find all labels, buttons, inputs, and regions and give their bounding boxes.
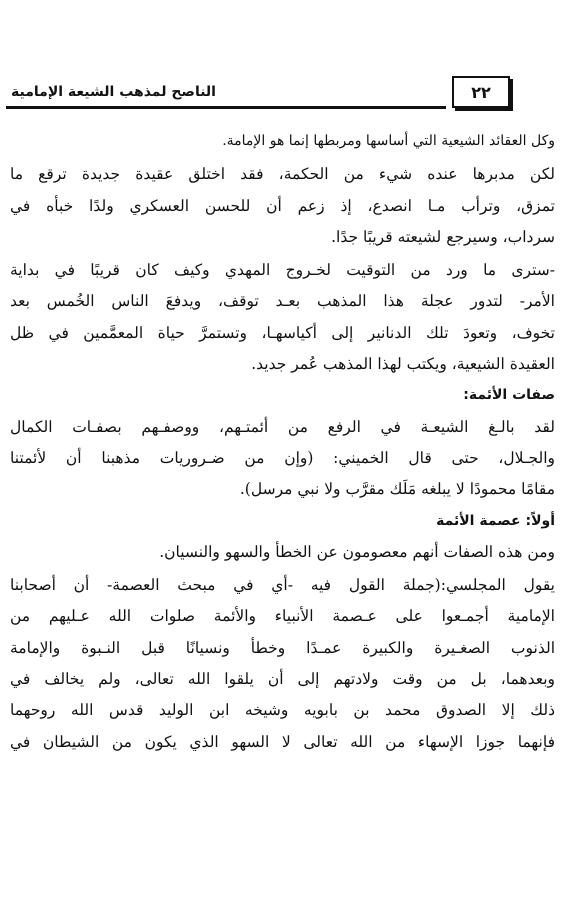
- text-line: سرداب، وسيرجع لشيعته قريبًا جدًا.: [331, 227, 555, 246]
- text-line: فإنهما جوزا الإسهاء من الله تعالى لا السهو الذي يكون من الشيطان في: [10, 732, 555, 751]
- text-line: ومن هذه الصفات أنهم معصومون عن الخطأ والسهو والنسيان.: [159, 542, 555, 561]
- text-line: لقد بالـغ الشيعـة في الرفع من أئمتـهم، ووصفـهم بصفـات الكمال: [10, 417, 555, 436]
- text-line: ذلك إلا الصدوق محمد بن بابويه وشيخه ابن الوليد قدس الله روحهما: [10, 701, 555, 720]
- text-line: العقيدة الشيعية، ويكتب لهذا المذهب عُمر جديد.: [251, 355, 555, 374]
- text-line: -سترى ما ورد من التوقيت لخـروج المهدي وكيف كان قريبًا في بداية: [10, 261, 555, 280]
- text-line: الإمامية أجمـعوا على عـصمة الأنبياء والأئمة صلوات الله عـليهم من: [10, 607, 555, 626]
- page-header: [0, 70, 571, 114]
- subsection-heading: أولاً: عصمة الأئمة: [436, 512, 555, 529]
- page-number-box: [452, 76, 510, 108]
- page-number: ٢٢: [471, 82, 491, 102]
- text-line: الأمر- لتدور عجلة هذا المذهب بعـد توقف، ويدفعَ الناس الخُمس بعد: [10, 292, 555, 311]
- running-title: الناصح لمذهب الشيعة الإمامية: [11, 84, 216, 100]
- text-line: تمزق، وترأب مـا انصدع، إذ زعم أن للحسن العسكري ولدًا خبأه في: [10, 196, 555, 215]
- text-line: يقول المجلسي:(جملة القول فيه -أي في مبحث العصمة- أن أصحابنا: [10, 576, 555, 595]
- page-body: [10, 126, 555, 758]
- text-line: والجـلال، حتى قال الخميني: (وإن من ضـروريات مذهبنا أن لأئمتنا: [10, 448, 555, 467]
- text-line: تخوف، وتعودَ تلك الدنانير إلى أكياسهـا، وتستمرَّ حياة المعمَّمين في ظل: [10, 323, 555, 342]
- text-line: لكن مدبرها عنده شيء من الحكمة، فقد اختلق عقيدة جديدة ترقع ما: [10, 165, 555, 184]
- text-line: مقامًا محمودًا لا يبلغه مَلَك مقرَّب ولا نبي مرسل).: [239, 480, 555, 499]
- text-line: وبعدهما، بل من وقت ولادتهم إلى أن يلقوا الله تعالى، ولم يخالف في: [10, 670, 555, 689]
- section-heading: صفات الأئمة:: [463, 387, 555, 404]
- text-line: الذنوب الصغـيرة والكبيرة عمـدًا وخطأ ونسيانًا قبل النـبوة والإمامة: [10, 638, 555, 657]
- header-rule: [6, 106, 446, 109]
- text-line: وكل العقائد الشيعية التي أساسها ومربطها إنما هو الإمامة.: [222, 133, 555, 149]
